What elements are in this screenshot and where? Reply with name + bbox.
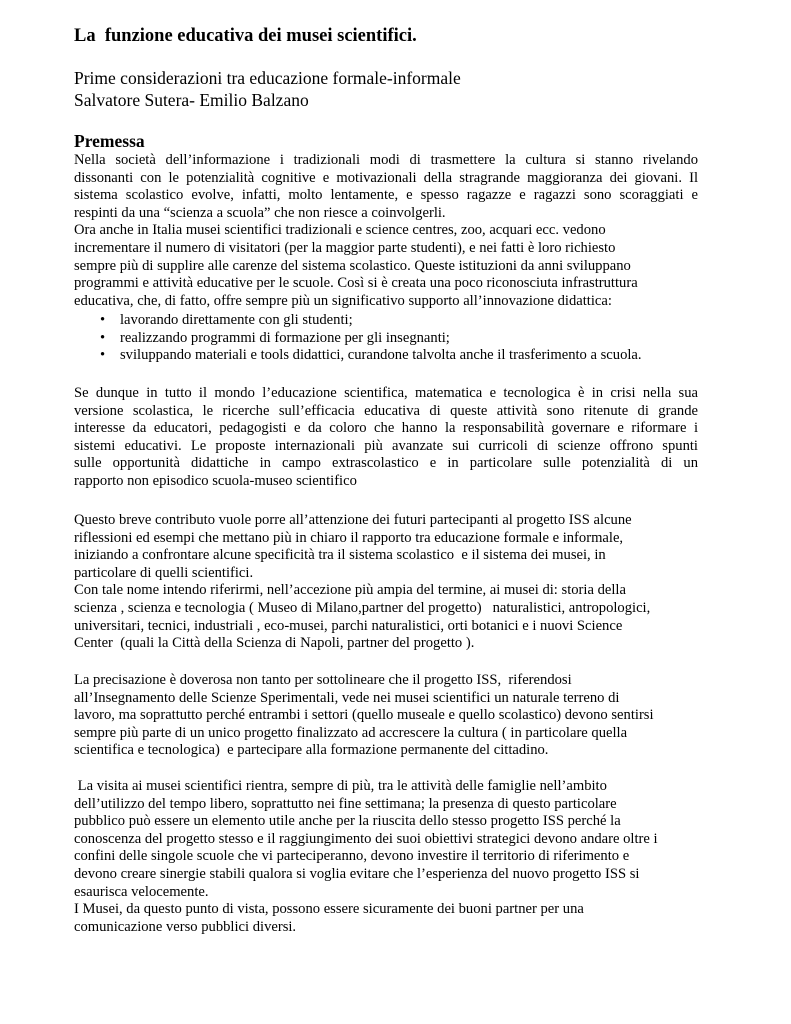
text-line: educativa, che, di fatto, offre sempre più un significativo supporto all’innovazione didattica:: [74, 292, 612, 309]
text-line: sempre più di supplire alle carenze del sistema scolastico. Queste istituzioni da anni sviluppano: [74, 257, 631, 274]
list-item-text: sviluppando materiali e tools didattici, curandone talvolta anche il trasferimento a scuola.: [120, 347, 642, 364]
document-title: La funzione educativa dei musei scientifici.: [74, 26, 417, 46]
text-line: sulle opportunità didattiche in campo extrascolastico e in particolare sulle potenzialità di un: [74, 455, 698, 472]
text-line: Con tale nome intendo riferirmi, nell’accezione più ampia del termine, ai musei di: storia della: [74, 582, 626, 599]
text-line: respinti da una “scienza a scuola” che non riesce a coinvolgerli.: [74, 204, 446, 221]
text-line: scienza , scienza e tecnologia ( Museo di Milano,partner del progetto) naturalistici, antropologici,: [74, 599, 651, 616]
text-line: rapporto non episodico scuola-museo scientifico: [74, 472, 357, 489]
text-line: versione scolastica, le ricerche sull’efficacia educativa di queste attività sono ritenute di grande: [74, 402, 698, 419]
text-line: incrementare il numero di visitatori (per la maggior parte studenti), e nei fatti è loro richiesto: [74, 239, 616, 256]
text-line: Questo breve contributo vuole porre all’attenzione dei futuri partecipanti al progetto ISS alcune: [74, 512, 632, 528]
list-item: [74, 347, 698, 365]
section-heading: Premessa: [74, 131, 145, 151]
text-line: scientifica e tecnologica) e partecipare alla formazione permanente del cittadino.: [74, 742, 549, 759]
text-line: confini delle singole scuole che vi parteciperanno, devono investire il territorio di riferimento e: [74, 848, 630, 865]
text-line: Center (quali la Città della Scienza di Napoli, partner del progetto ).: [74, 635, 475, 652]
text-line: sistema scolastico evolve, infatti, molto lentamente, e spesso ragazze e ragazzi sono scoraggiati e: [74, 187, 698, 204]
list-item: [74, 330, 698, 348]
text-line: particolare di quelli scientifici.: [74, 564, 254, 581]
paragraph-2: [74, 385, 698, 491]
text-line: La precisazione è doverosa non tanto per sottolineare che il progetto ISS, riferendosi: [74, 672, 572, 688]
paragraph-4: [74, 672, 698, 760]
text-line: pubblico può essere un elemento utile anche per la riuscita dello stesso progetto ISS perché la: [74, 813, 621, 830]
text-line: esaurisca velocemente.: [74, 883, 209, 900]
text-line: devono creare sinergie stabili qualora si voglia evitare che l’esperienza del nuovo progetto ISS si: [74, 865, 640, 882]
text-line: Nella società dell’informazione i tradizionali modi di trasmettere la cultura si stanno rivelando: [74, 152, 698, 168]
text-line: iniziando a confrontare alcune specificità tra il sistema scolastico e il sistema dei musei, in: [74, 547, 606, 564]
bullet-icon: •: [100, 312, 106, 328]
bullet-list: [74, 312, 698, 365]
bullet-icon: •: [100, 347, 106, 364]
text-line: programmi e attività educative per le scuole. Così si è creata una poco riconosciuta infrastruttura: [74, 275, 638, 292]
text-line: La visita ai musei scientifici rientra, sempre di più, tra le attività delle famiglie nell’ambito: [74, 778, 607, 794]
text-line: comunicazione verso pubblici diversi.: [74, 918, 297, 935]
document-subtitle: Prime considerazioni tra educazione formale-informale: [74, 68, 461, 88]
paragraph-3: [74, 512, 698, 653]
text-line: lavoro, ma soprattutto perché entrambi i settori (quello museale e quello scolastico) devono sentirsi: [74, 707, 654, 724]
text-line: sistemi educativi. Le proposte internazionali più avanzate sui curricoli di scienze offrono spunti: [74, 437, 698, 454]
text-line: dell’utilizzo del tempo libero, soprattutto nei fine settimana; la presenza di questo particolare: [74, 795, 617, 812]
document-authors: Salvatore Sutera- Emilio Balzano: [74, 90, 309, 110]
list-item-text: realizzando programmi di formazione per gli insegnanti;: [120, 329, 450, 346]
text-line: sempre più parte di un unico progetto finalizzato ad accrescere la cultura ( in particolare quella: [74, 724, 628, 741]
text-line: dissonanti con le potenzialità cognitive e motivazionali della stragrande maggioranza dei giovani. Il: [74, 169, 698, 186]
text-line: universitari, tecnici, industriali , eco-musei, parchi naturalistici, orti botanici e i nuovi Science: [74, 617, 623, 634]
text-line: Se dunque in tutto il mondo l’educazione scientifica, matematica e tecnologica è in crisi nella sua: [74, 385, 698, 401]
text-line: I Musei, da questo punto di vista, possono essere sicuramente dei buoni partner per una: [74, 901, 584, 918]
text-line: conoscenza del progetto stesso e il raggiungimento dei suoi obiettivi strategici devono andare oltre i: [74, 830, 658, 847]
paragraph-1: [74, 152, 698, 310]
text-line: riflessioni ed esempi che mettano più in chiaro il rapporto tra educazione formale e informale,: [74, 529, 624, 546]
text-line: all’Insegnamento delle Scienze Sperimentali, vede nei musei scientifici un naturale terreno di: [74, 689, 620, 706]
text-line: interesse da educatori, pedagogisti e da coloro che hanno la responsabilità governare e riformare i: [74, 420, 698, 437]
paragraph-5: [74, 778, 698, 936]
bullet-icon: •: [100, 329, 106, 346]
text-line: Ora anche in Italia musei scientifici tradizionali e science centres, zoo, acquari ecc. vedono: [74, 222, 606, 239]
list-item: [74, 312, 698, 330]
list-item-text: lavorando direttamente con gli studenti;: [120, 312, 353, 328]
